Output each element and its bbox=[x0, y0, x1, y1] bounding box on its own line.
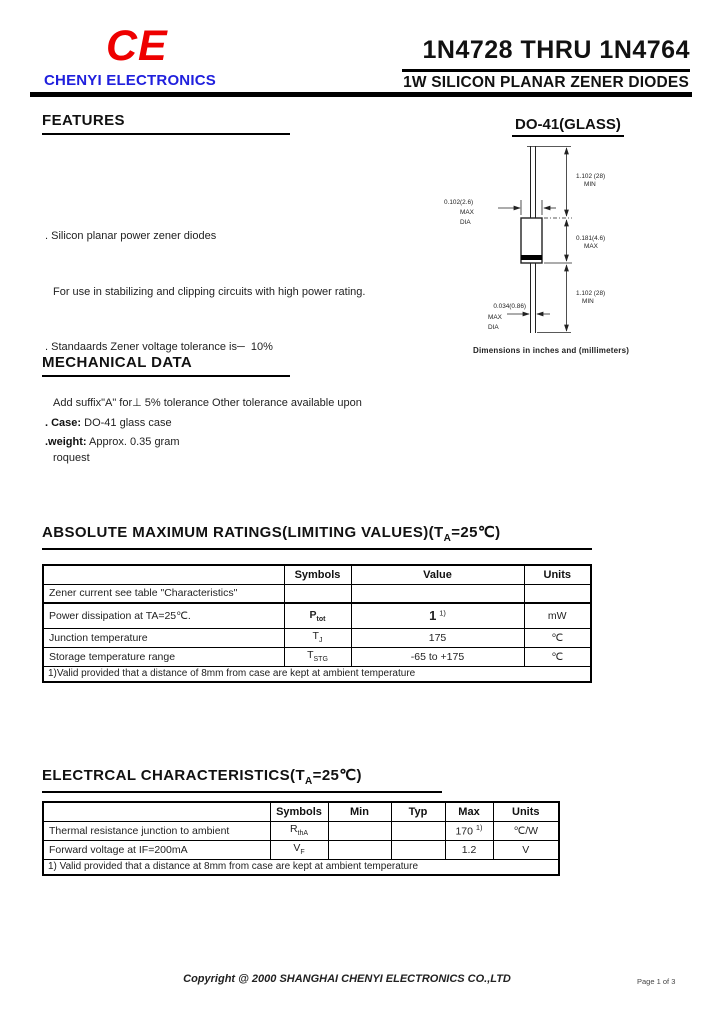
cell-parameter: Zener current see table "Characteristics" bbox=[43, 584, 284, 603]
cell-max bbox=[445, 821, 493, 840]
cell-units: ℃ bbox=[524, 647, 591, 666]
value-text: 170 bbox=[455, 825, 473, 838]
table-row bbox=[43, 628, 591, 647]
feature-line: . Standaards Zener voltage tolerance is─ 10% bbox=[45, 341, 273, 353]
symbol-sub: thA bbox=[297, 830, 309, 838]
mechanical-item-label: .weight: bbox=[45, 436, 87, 448]
mechanical-data-list bbox=[45, 414, 180, 452]
table-header-row bbox=[43, 802, 559, 821]
dim-lead-dia-value: 0.034(0.86) bbox=[493, 303, 526, 310]
doc-subtitle: 1W SILICON PLANAR ZENER DIODES bbox=[403, 74, 689, 91]
dim-lead-dia-qual2: DIA bbox=[488, 324, 499, 331]
table-footnote: 1) Valid provided that a distance at 8mm from case are kept at ambient temperature bbox=[43, 859, 559, 875]
elec-heading-text: ELECTRCAL CHARACTERISTICS(T bbox=[42, 767, 306, 784]
mechanical-data-heading: MECHANICAL DATA bbox=[42, 354, 290, 377]
symbol-main: V bbox=[293, 842, 301, 855]
cell-symbol bbox=[270, 840, 328, 859]
cell-symbol bbox=[270, 821, 328, 840]
cell-units: ℃ bbox=[524, 628, 591, 647]
electrical-characteristics-heading bbox=[42, 766, 442, 793]
dim-lead-dia-qual1: MAX bbox=[488, 314, 502, 321]
header-parameter bbox=[43, 802, 270, 821]
dim-body-dia-qual1: MAX bbox=[460, 209, 474, 216]
features-heading: FEATURES bbox=[42, 112, 290, 135]
cell-units: V bbox=[493, 840, 559, 859]
features-list bbox=[45, 190, 365, 505]
cell-value bbox=[351, 603, 524, 628]
mechanical-item bbox=[45, 414, 180, 433]
dim-body-dia-qual2: DIA bbox=[460, 219, 471, 226]
cell-parameter: Junction temperature bbox=[43, 628, 284, 647]
absolute-maximum-ratings-table bbox=[42, 564, 592, 683]
part-number-title: 1N4728 THRU 1N4764 bbox=[422, 36, 690, 64]
symbol-sub: J bbox=[318, 637, 323, 645]
header-typ: Typ bbox=[391, 802, 445, 821]
cell-units: mW bbox=[524, 603, 591, 628]
abs-max-heading-cond: =25℃) bbox=[451, 524, 501, 541]
symbol-main: P bbox=[309, 608, 317, 621]
table-row bbox=[43, 840, 559, 859]
cell-symbol bbox=[284, 647, 351, 666]
feature-line: Add suffix"A" for⊥ 5% tolerance Other tolerance available upon bbox=[53, 396, 362, 409]
header-parameter bbox=[43, 565, 284, 584]
table-row bbox=[43, 584, 591, 603]
cell-parameter: Storage temperature range bbox=[43, 647, 284, 666]
header-value: Value bbox=[351, 565, 524, 584]
dim-body-len-value: 0.181(4.6) bbox=[576, 235, 606, 242]
cell-typ bbox=[391, 840, 445, 859]
symbol-sub: STG bbox=[313, 656, 328, 664]
mechanical-item-label: . Case: bbox=[45, 417, 82, 429]
table-footnote-row bbox=[43, 666, 591, 682]
footnote-marker: 1) bbox=[475, 823, 483, 833]
table-footnote: 1)Valid provided that a distance of 8mm from case are kept at ambient temperature bbox=[43, 666, 591, 682]
cell-value: 175 bbox=[351, 628, 524, 647]
cell-typ bbox=[391, 821, 445, 840]
cell-symbol bbox=[284, 584, 351, 603]
cell-symbol bbox=[284, 603, 351, 628]
dim-top-lead-value: 1.102 (28) bbox=[576, 173, 606, 180]
table-header-row bbox=[43, 565, 591, 584]
symbol-sub: tot bbox=[316, 615, 326, 623]
page-number: Page 1 of 3 bbox=[637, 977, 676, 986]
cell-units bbox=[524, 584, 591, 603]
abs-max-heading bbox=[42, 523, 592, 550]
symbol-sub: F bbox=[300, 849, 305, 857]
dim-bottom-lead-value: 1.102 (28) bbox=[576, 290, 606, 297]
table-row bbox=[43, 603, 591, 628]
symbol-main: T bbox=[307, 649, 314, 662]
dimensions-caption: Dimensions in inches and (millimeters) bbox=[473, 346, 630, 355]
symbol-main: R bbox=[289, 823, 298, 836]
feature-line: For use in stabilizing and clipping circuits with high power rating. bbox=[53, 285, 366, 298]
header-divider bbox=[30, 92, 692, 97]
cell-value bbox=[351, 584, 524, 603]
package-title: DO-41(GLASS) bbox=[512, 116, 624, 137]
company-logo: CE bbox=[106, 22, 168, 70]
mechanical-item-text: DO-41 glass case bbox=[81, 417, 172, 429]
dim-body-dia-value: 0.102(2.6) bbox=[444, 199, 474, 206]
cell-min bbox=[328, 840, 391, 859]
footnote-marker: 1) bbox=[439, 608, 446, 618]
dim-top-lead-qual: MIN bbox=[584, 181, 596, 188]
copyright-text: Copyright @ 2000 SHANGHAI CHENYI ELECTRONICS CO.,LTD bbox=[183, 973, 511, 985]
cell-max: 1.2 bbox=[445, 840, 493, 859]
abs-max-heading-sub: A bbox=[443, 533, 452, 544]
dim-body-len-qual: MAX bbox=[584, 243, 598, 250]
value-text: 1 bbox=[429, 608, 437, 624]
cell-value: -65 to +175 bbox=[351, 647, 524, 666]
header-max: Max bbox=[445, 802, 493, 821]
header-symbols: Symbols bbox=[270, 802, 328, 821]
mechanical-item bbox=[45, 433, 180, 452]
header-min: Min bbox=[328, 802, 391, 821]
cell-parameter: Power dissipation at TA=25℃. bbox=[43, 603, 284, 628]
cell-units: ℃/W bbox=[493, 821, 559, 840]
dim-bottom-lead-qual: MIN bbox=[582, 298, 594, 305]
electrical-characteristics-table bbox=[42, 801, 560, 876]
package-outline-diagram bbox=[430, 140, 710, 345]
cell-parameter: Forward voltage at IF=200mA bbox=[43, 840, 270, 859]
cell-min bbox=[328, 821, 391, 840]
elec-heading-sub: A bbox=[305, 776, 313, 787]
table-row bbox=[43, 647, 591, 666]
cell-parameter: Thermal resistance junction to ambient bbox=[43, 821, 270, 840]
symbol-main: T bbox=[312, 630, 319, 643]
feature-line: . Silicon planar power zener diodes bbox=[45, 230, 217, 242]
elec-heading-cond: =25℃) bbox=[312, 767, 362, 784]
header-symbols: Symbols bbox=[284, 565, 351, 584]
feature-line: roquest bbox=[53, 452, 90, 464]
mechanical-item-text: Approx. 0.35 gram bbox=[86, 436, 180, 448]
company-name: CHENYI ELECTRONICS bbox=[44, 72, 216, 89]
subtitle-rule bbox=[402, 69, 690, 72]
table-footnote-row bbox=[43, 859, 559, 875]
abs-max-heading-text: ABSOLUTE MAXIMUM RATINGS(LIMITING VALUES)(T bbox=[42, 524, 444, 541]
header-units: Units bbox=[493, 802, 559, 821]
cell-symbol bbox=[284, 628, 351, 647]
table-row bbox=[43, 821, 559, 840]
header-units: Units bbox=[524, 565, 591, 584]
